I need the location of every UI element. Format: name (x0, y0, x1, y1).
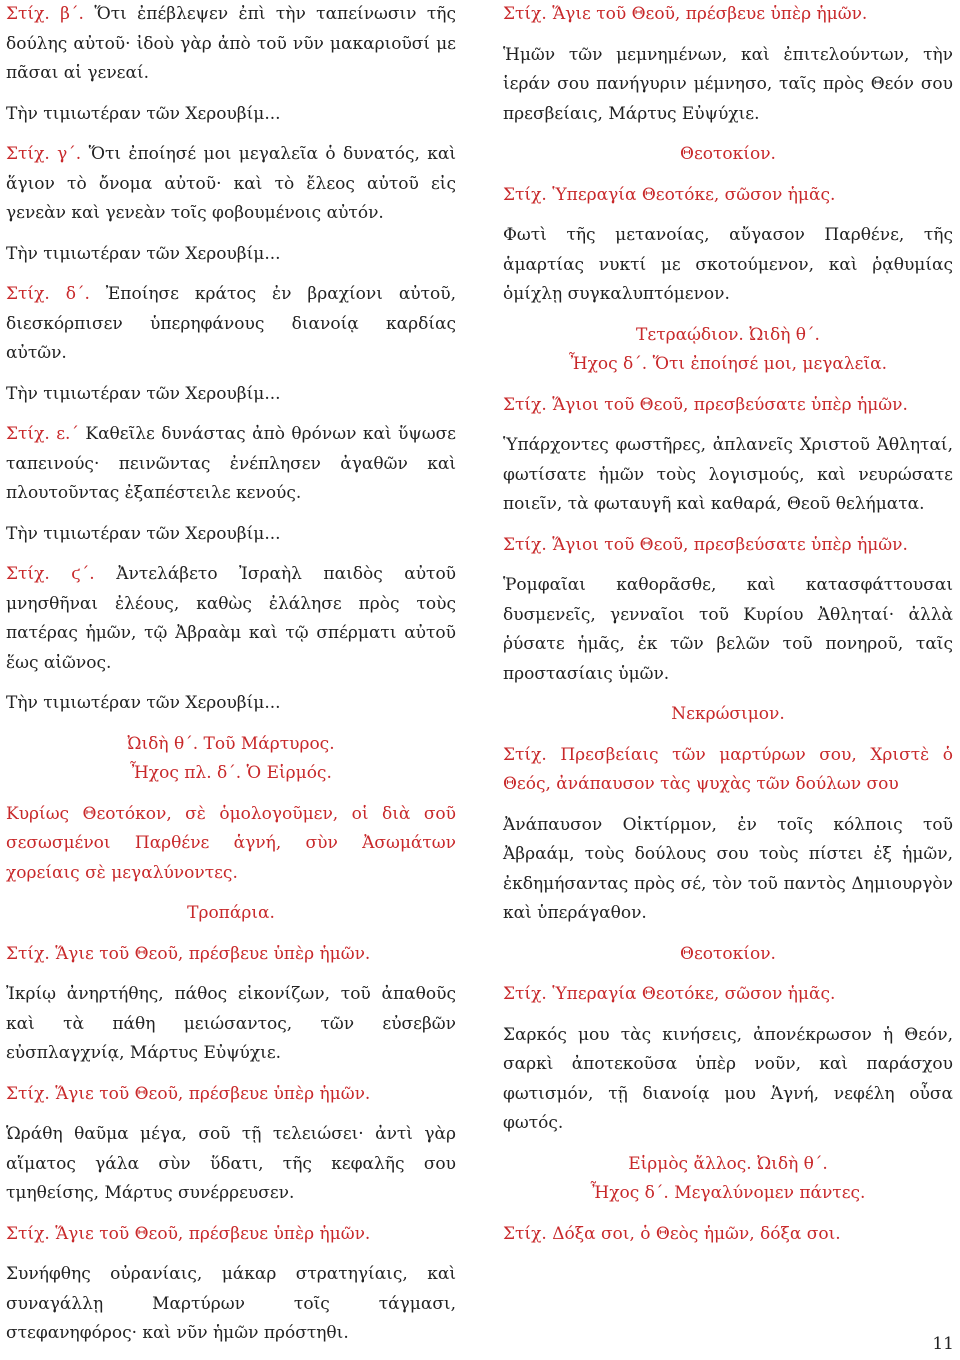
troparia-title: Τροπάρια. (187, 903, 275, 923)
verse-text: Ἐποίησε κράτος ἐν βραχίονι αὐτοῦ, διεσκόρπισεν ὑπερηφάνους διανοίᾳ καρδίας αὐτῶν. (6, 284, 457, 363)
stich-saint: Στίχ. Ἅγιε τοῦ Θεοῦ, πρέσβευε ὑπὲρ ἡμῶν. (6, 1223, 371, 1244)
ode-tone: Ἦχος πλ. δ΄. Ὁ Εἱρμός. (130, 763, 332, 783)
irmos2-tone: Ἦχος δ΄. Μεγαλύνομεν πάντες. (590, 1183, 866, 1203)
page-number: 11 (932, 1334, 954, 1354)
refrain: Τὴν τιμιωτέραν τῶν Χερουβίμ... (6, 383, 281, 404)
theotokion-title: Θεοτοκίον. (680, 144, 776, 164)
troparion-1: Ἰκρίῳ ἀνηρτήθης, πάθος εἰκονίζων, τοῦ ἀπαθοῦς καὶ τὰ πάθη μειώσαντος, τῶν εὐσεβῶν εὐσπλαγχνίᾳ, Μάρτυς Εὐψύχιε. (6, 984, 456, 1063)
troparion-6: Ῥομφαῖαι καθορᾶσθε, καὶ κατασφάττουσαι δυσμενεῖς, γενναῖοι τοῦ Κυρίου Ἀθληταί· ἀλλὰ ῥύσατε ἡμᾶς, ἐκ τῶν βελῶν τοῦ πονηροῦ, ταῖς προστασίαις ὑμῶν. (503, 575, 953, 684)
refrain: Τὴν τιμιωτέραν τῶν Χερουβίμ... (6, 693, 281, 713)
stich-theotokos: Στίχ. Ὑπεραγία Θεοτόκε, σῶσον ἡμᾶς. (503, 184, 836, 205)
nekrosimon-title: Νεκρώσιμον. (671, 704, 785, 724)
verse-st (6, 560, 456, 678)
stich-saint: Στίχ. Ἅγιε τοῦ Θεοῦ, πρέσβευε ὑπὲρ ἡμῶν. (6, 943, 371, 964)
verse-text: Ἀντελάβετο Ἰσραὴλ παιδὸς αὐτοῦ μνησθῆναι ἐλέους, καθὼς ἐλάλησε πρὸς τοὺς πατέρας ἡμῶν, τῷ Ἀβραὰμ καὶ τῷ σπέρματι αὐτοῦ ἕως αἰῶνος. (6, 564, 457, 673)
stich-saint: Στίχ. Ἅγιε τοῦ Θεοῦ, πρέσβευε ὑπὲρ ἡμῶν. (6, 1083, 371, 1104)
theotokion-title: Θεοτοκίον. (680, 943, 776, 964)
ode-title: Ὠιδὴ θ΄. Τοῦ Μάρτυρος. (127, 733, 335, 754)
verse-e (6, 420, 456, 509)
stich-saints: Στίχ. Ἅγιοι τοῦ Θεοῦ, πρεσβεύσατε ὑπὲρ ἡμῶν. (503, 394, 908, 415)
verse-text: Καθεῖλε δυνάστας ἀπὸ θρόνων καὶ ὕψωσε ταπεινούς· πεινῶντας ἐνέπλησεν ἀγαθῶν καὶ πλουτοῦντας ἐξαπέστειλε κενούς. (6, 424, 456, 503)
stich-saint: Στίχ. Ἅγιε τοῦ Θεοῦ, πρέσβευε ὑπὲρ ἡμῶν. (503, 4, 868, 24)
tetraodion-title: Τετραῴδιον. Ὠιδὴ θ΄. (636, 324, 820, 345)
stich-saints: Στίχ. Ἅγιοι τοῦ Θεοῦ, πρεσβεύσατε ὑπὲρ ἡμῶν. (503, 534, 908, 555)
verse-label: Στίχ. ε.΄ (6, 424, 79, 444)
verse-label: Στίχ. γ΄. (6, 144, 82, 164)
stich-theotokos: Στίχ. Ὑπεραγία Θεοτόκε, σῶσον ἡμᾶς. (503, 984, 836, 1004)
theotokion-1: Φωτὶ τῆς μετανοίας, αὔγασον Παρθένε, τῆς ἁμαρτίας νυκτί με σκοτούμενον, καὶ ῥᾳθυμίας ὁμίχλῃ συγκαλυπτόμενον. (503, 225, 953, 304)
theotokion-2: Σαρκός μου τὰς κινήσεις, ἀπονέκρωσον ἡ Θεόν, σαρκὶ ἀποτεκοῦσα ὑπὲρ νοῦν, καὶ παράσχου φωτισμόν, τῇ διανοίᾳ μου Ἁγνή, νεφέλη οὖσα φωτός. (503, 1024, 953, 1133)
refrain: Τὴν τιμιωτέραν τῶν Χερουβίμ... (6, 243, 281, 264)
irmos-text: Κυρίως Θεοτόκον, σὲ ὁμολογοῦμεν, οἱ διὰ σοῦ σεσωσμένοι Παρθένε ἁγνή, σὺν Ἀσωμάτων χορείαις σὲ μεγαλύνοντες. (6, 803, 456, 883)
troparion-5: Ὑπάρχοντες φωστῆρες, ἀπλανεῖς Χριστοῦ Ἀθληταί, φωτίσατε ἡμῶν τοὺς λογισμούς, καὶ νευρώσατε ποιεῖν, τὰ φωταυγῆ καὶ καθαρά, Θεοῦ θελήματα. (503, 435, 953, 514)
verse-label: Στίχ. β΄. (6, 4, 84, 24)
verse-label: Στίχ. ϛ΄. (6, 564, 95, 584)
verse-text: Ὅτι ἐποίησέ μοι μεγαλεῖα ὁ δυνατός, καὶ ἅγιον τὸ ὄνομα αὐτοῦ· καὶ τὸ ἔλεος αὐτοῦ εἰς γενεὰν καὶ γενεὰν τοῖς φοβουμένοις αὐτόν. (6, 144, 457, 223)
troparion-3: Συνήφθης οὐρανίαις, μάκαρ στρατηγίαις, καὶ συναγάλλῃ Μαρτύρων τοῖς τάγμασι, στεφανηφόρος· καὶ νῦν ἡμῶν πρόστηθι. (6, 1264, 456, 1343)
irmos2-title: Εἱρμὸς ἄλλος. Ὠιδὴ θ΄. (628, 1153, 828, 1174)
left-column (6, 0, 456, 1360)
right-column (503, 0, 953, 1260)
tetraodion-tone: Ἦχος δ΄. Ὅτι ἐποίησέ μοι, μεγαλεῖα. (568, 354, 888, 374)
refrain: Τὴν τιμιωτέραν τῶν Χερουβίμ... (6, 523, 281, 544)
refrain: Τὴν τιμιωτέραν τῶν Χερουβίμ... (6, 103, 281, 124)
troparion-7: Ἀνάπαυσον Οἰκτίρμον, ἐν τοῖς κόλποις τοῦ Ἀβραάμ, τοὺς δούλους σου τοὺς πίστει ἐξ ἡμῶν, ἐκδημήσαντας πρὸς σέ, τὸν τοῦ παντὸς Δημιουργὸν καὶ ὑπεράγαθον. (503, 814, 953, 923)
stich-dead: Στίχ. Πρεσβείαις τῶν μαρτύρων σου, Χριστὲ ὁ Θεός, ἀνάπαυσον τὰς ψυχὰς τῶν δούλων σου (503, 744, 953, 794)
verse-text: Ὅτι ἐπέβλεψεν ἐπὶ τὴν ταπείνωσιν τῆς δούλης αὐτοῦ· ἰδοὺ γὰρ ἀπὸ τοῦ νῦν μακαριοῦσί με πᾶσαι αἱ γενεαί. (6, 4, 456, 83)
verse-g (6, 140, 456, 229)
verse-label: Στίχ. δ΄. (6, 284, 90, 304)
stich-glory: Στίχ. Δόξα σοι, ὁ Θεὸς ἡμῶν, δόξα σοι. (503, 1223, 841, 1244)
verse-b (6, 0, 456, 89)
troparion-4: Ἡμῶν τῶν μεμνημένων, καὶ ἐπιτελούντων, τὴν ἱεράν σου πανήγυριν μέμνησο, ταῖς πρὸς Θεόν σου πρεσβείαις, Μάρτυς Εὐψύχιε. (503, 44, 953, 124)
troparion-2: Ὡράθη θαῦμα μέγα, σοῦ τῇ τελειώσει· ἀντὶ γὰρ αἵματος γάλα σὺν ὕδατι, τῆς κεφαλῆς σου τμηθείσης, Μάρτυς συνέρρευσεν. (6, 1124, 456, 1203)
verse-d (6, 280, 456, 369)
